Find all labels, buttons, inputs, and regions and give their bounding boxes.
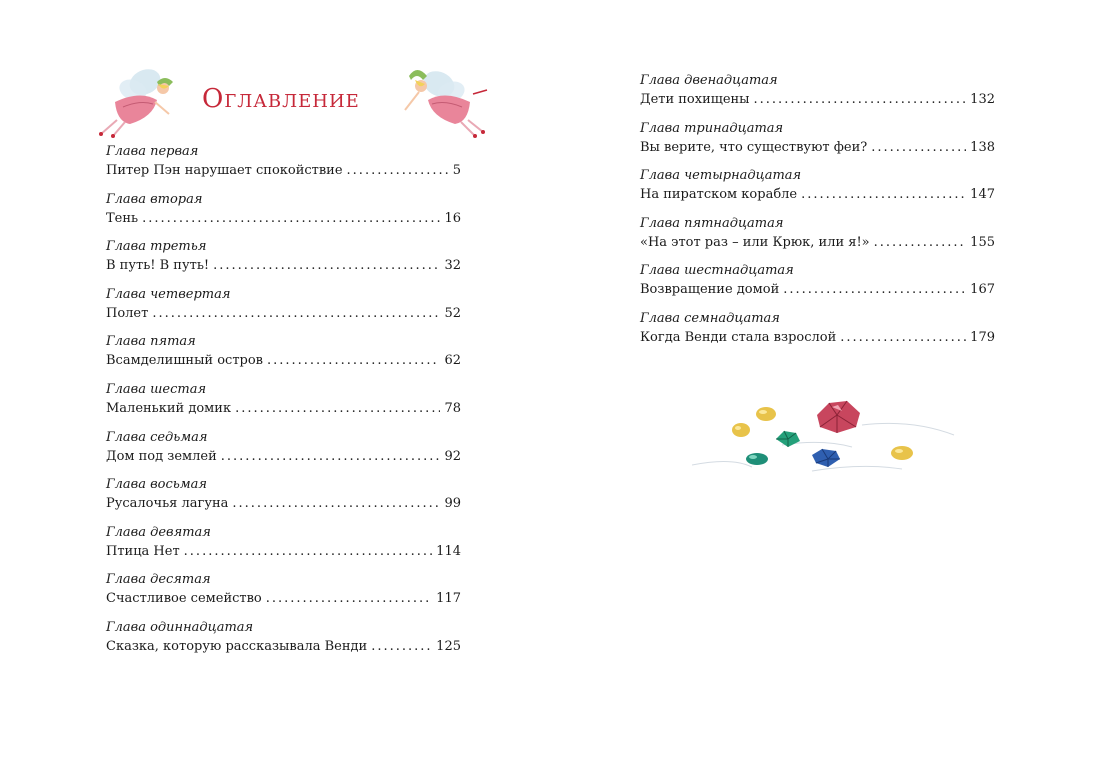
- chapter-line: [640, 185, 995, 204]
- dot-leader: [235, 399, 440, 418]
- gems-illustration: [692, 395, 962, 480]
- chapter-line: [640, 90, 995, 109]
- toc-entry: [640, 310, 995, 358]
- chapter-line: [106, 351, 461, 370]
- chapter-title: Дом под землей: [106, 448, 217, 464]
- chapter-line: [106, 161, 461, 180]
- chapter-line: [106, 209, 461, 228]
- toc-entry: [106, 524, 461, 572]
- chapter-label: Глава первая: [106, 144, 199, 159]
- toc-entry: [106, 286, 461, 334]
- chapter-label: Глава вторая: [106, 191, 203, 207]
- toc-entry: [640, 262, 995, 310]
- toc-entry: [640, 215, 995, 263]
- chapter-line: [106, 542, 461, 561]
- dot-leader: [754, 90, 967, 109]
- chapter-line: [106, 399, 461, 418]
- dot-leader: [152, 304, 440, 323]
- chapter-title: Возвращение домой: [640, 282, 780, 298]
- chapter-label: Глава девятая: [106, 524, 211, 540]
- toc-entry: [640, 72, 995, 120]
- chapter-label: Глава четвертая: [106, 286, 231, 302]
- chapter-title: Вы верите, что существуют феи?: [640, 139, 868, 155]
- page-number: 117: [436, 591, 461, 607]
- page-number: 16: [444, 210, 461, 226]
- chapter-line: [106, 304, 461, 323]
- toc-entry: [106, 238, 461, 286]
- chapter-title: «На этот раз – или Крюк, или я!»: [640, 234, 870, 250]
- chapter-label: Глава третья: [106, 239, 207, 255]
- page-number: 138: [970, 139, 995, 155]
- dot-leader: [221, 447, 441, 466]
- page-number: 155: [970, 234, 995, 250]
- toc-entry: [106, 333, 461, 381]
- toc-left-column: [106, 143, 461, 667]
- dot-leader: [371, 637, 432, 656]
- chapter-label: Глава десятая: [106, 572, 211, 588]
- toc-entry: [106, 476, 461, 524]
- toc-entry: [106, 381, 461, 429]
- dot-leader: [840, 328, 966, 347]
- dot-leader: [142, 209, 440, 228]
- chapter-label: Глава четырнадцатая: [640, 168, 802, 184]
- chapter-title: Когда Венди стала взрослой: [640, 329, 837, 345]
- dot-leader: [213, 256, 440, 275]
- fairy-illustration-right: [395, 62, 490, 142]
- chapter-label: Глава шестнадцатая: [640, 263, 794, 279]
- dot-leader: [783, 280, 966, 299]
- chapter-label: Глава пятая: [106, 334, 196, 350]
- toc-entry: [640, 120, 995, 168]
- page-number: 167: [970, 282, 995, 298]
- right-page: [550, 0, 1100, 783]
- chapter-label: Глава восьмая: [106, 477, 207, 493]
- chapter-label: Глава пятнадцатая: [640, 215, 784, 231]
- chapter-label: Глава двенадцатая: [640, 73, 778, 88]
- toc-entry: [106, 143, 461, 191]
- chapter-line: [640, 328, 995, 347]
- chapter-title: Полет: [106, 305, 149, 321]
- chapter-label: Глава тринадцатая: [640, 120, 784, 136]
- toc-entry: [106, 571, 461, 619]
- fairy-illustration-left: [95, 62, 190, 142]
- page-number: 114: [436, 543, 461, 559]
- chapter-label: Глава шестая: [106, 381, 207, 397]
- page-number: 125: [436, 638, 461, 654]
- chapter-line: [640, 280, 995, 299]
- page-number: 62: [444, 353, 461, 369]
- page-number: 179: [970, 329, 995, 345]
- dot-leader: [266, 589, 432, 608]
- chapter-line: [106, 589, 461, 608]
- toc-entry: [106, 619, 461, 667]
- chapter-title: Питер Пэн нарушает спокойствие: [106, 163, 343, 178]
- chapter-line: [640, 233, 995, 252]
- page-number: 147: [970, 187, 995, 203]
- chapter-line: [106, 256, 461, 275]
- chapter-title: Счастливое семейство: [106, 591, 262, 607]
- chapter-label: Глава одиннадцатая: [106, 619, 254, 635]
- toc-entry: [106, 429, 461, 477]
- title-row: [95, 62, 495, 142]
- chapter-line: [106, 494, 461, 513]
- page-number: 32: [444, 258, 461, 274]
- dot-leader: [871, 138, 966, 157]
- chapter-line: [106, 637, 461, 656]
- dot-leader: [184, 542, 433, 561]
- chapter-line: [106, 447, 461, 466]
- page-number: 5: [452, 163, 461, 178]
- chapter-line: [640, 138, 995, 157]
- chapter-title: Всамделишный остров: [106, 353, 263, 369]
- chapter-label: Глава семнадцатая: [640, 310, 780, 326]
- dot-leader: [232, 494, 440, 513]
- dot-leader: [874, 233, 967, 252]
- page-number: 78: [444, 400, 461, 416]
- toc-entry: [106, 191, 461, 239]
- toc-right-column: [640, 72, 995, 358]
- page-number: 52: [444, 305, 461, 321]
- chapter-title: Русалочья лагуна: [106, 496, 229, 512]
- page-title: Оглавление: [202, 84, 360, 114]
- dot-leader: [347, 161, 449, 180]
- chapter-title: На пиратском корабле: [640, 187, 798, 203]
- dot-leader: [801, 185, 966, 204]
- chapter-title: Маленький домик: [106, 400, 232, 416]
- chapter-title: Сказка, которую рассказывала Венди: [106, 638, 368, 654]
- dot-leader: [267, 351, 440, 370]
- chapter-title: В путь! В путь!: [106, 258, 210, 274]
- page-number: 92: [444, 448, 461, 464]
- page-number: 132: [970, 92, 995, 107]
- chapter-title: Дети похищены: [640, 92, 750, 107]
- chapter-label: Глава седьмая: [106, 429, 208, 445]
- chapter-title: Тень: [106, 210, 139, 226]
- toc-entry: [640, 167, 995, 215]
- chapter-title: Птица Нет: [106, 543, 180, 559]
- page-number: 99: [444, 496, 461, 512]
